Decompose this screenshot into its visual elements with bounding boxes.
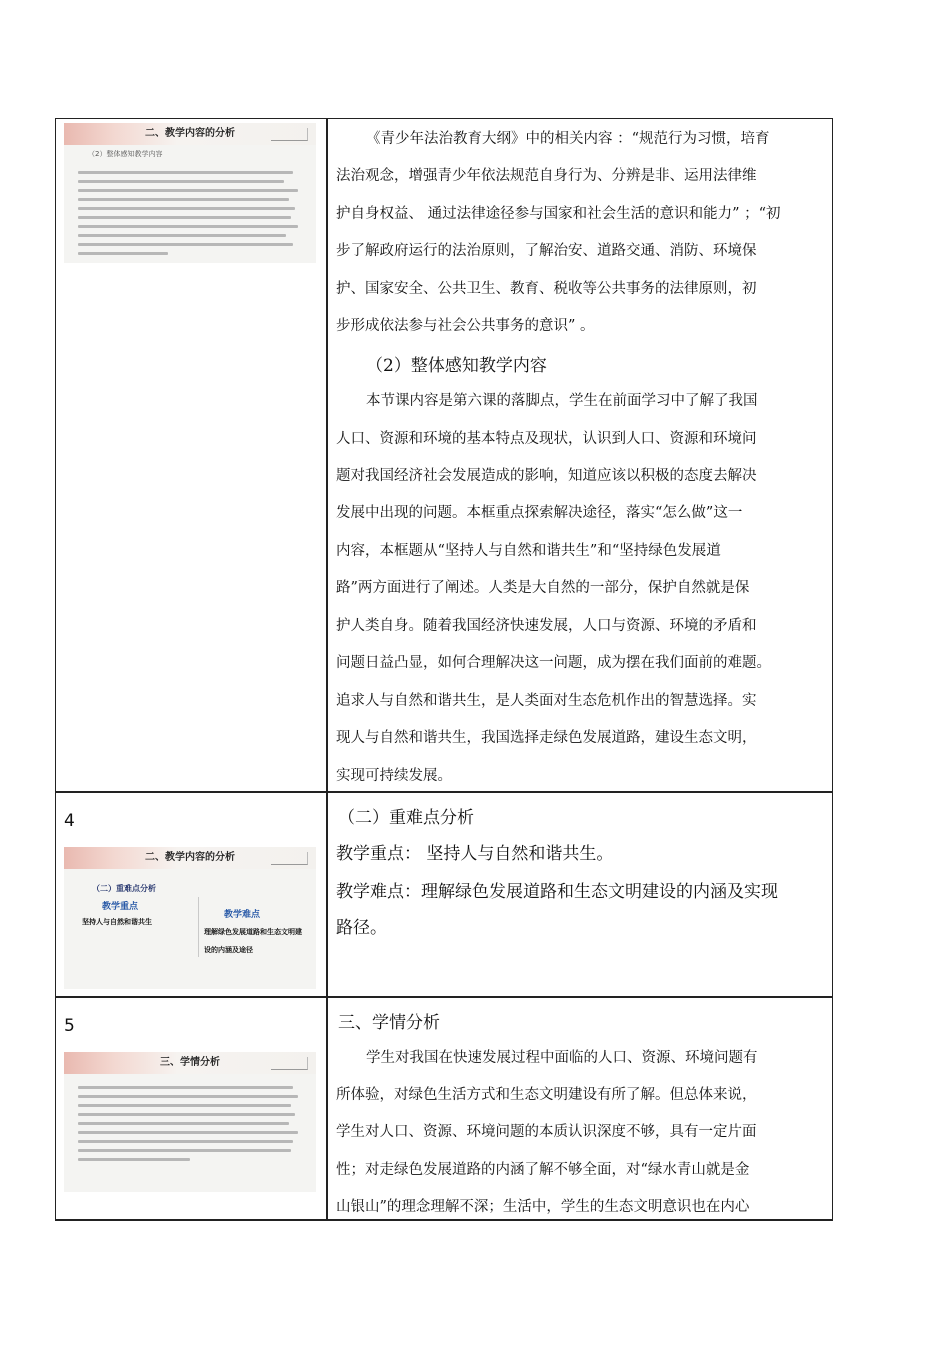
- text-line: 内容，本框题从“坚持人与自然和谐共生”和“坚持绿色发展道: [336, 543, 721, 559]
- text-line: 步了解政府运行的法治原则，了解治安、道路交通、消防、环境保: [336, 243, 757, 259]
- table-row: [55, 791, 833, 997]
- decoration-icon: [271, 128, 308, 141]
- slide-title: 二、教学内容的分析: [145, 852, 235, 863]
- key-point: 教学重点： 坚持人与自然和谐共生。: [336, 844, 614, 864]
- row-number: 5: [64, 1016, 75, 1036]
- text-line: 题对我国经济社会发展造成的影响，知道应该以积极的态度去解决: [336, 468, 757, 484]
- slide-title-bar: [64, 847, 316, 869]
- slide-difficulty-text: 理解绿色发展道路和生态文明建设的内涵及途径: [204, 928, 302, 954]
- text-line: 学生对人口、资源、环境问题的本质认识深度不够，具有一定片面: [336, 1124, 757, 1140]
- table-row: [55, 118, 833, 792]
- text-line: 发展中出现的问题。本框重点探索解决途径，落实“怎么做”这一: [336, 505, 743, 521]
- text-line: 追求人与自然和谐共生，是人类面对生态危机作出的智慧选择。实: [336, 693, 757, 709]
- slide-key-text: 坚持人与自然和谐共生: [82, 918, 152, 926]
- text-line: 步形成依法参与社会公共事务的意识” 。: [336, 318, 595, 334]
- text-line: 性；对走绿色发展道路的内涵了解不够全面，对“绿水青山就是金: [336, 1162, 750, 1178]
- text-line: 本节课内容是第六课的落脚点，学生在前面学习中了解了我国: [366, 393, 758, 409]
- slide-key-title: 教学重点: [102, 902, 139, 912]
- column-divider: [326, 998, 328, 1219]
- slide-thumbnail: [64, 1052, 316, 1192]
- text-line: 所体验，对绿色生活方式和生态文明建设有所了解。但总体来说，: [336, 1087, 757, 1103]
- text-line: 学生对我国在快速发展过程中面临的人口、资源、环境问题有: [366, 1050, 758, 1066]
- slide-thumbnail: [64, 847, 316, 989]
- slide-title: 二、教学内容的分析: [145, 128, 235, 139]
- text-line: 法治观念，增强青少年依法规范自身行为、分辨是非、运用法律维: [336, 168, 757, 184]
- section-heading: 三、学情分析: [338, 1013, 440, 1033]
- slide-divider: [198, 897, 199, 957]
- slide-part-label: （二）重难点分析: [92, 884, 156, 893]
- column-divider: [326, 119, 328, 791]
- row-number: 4: [64, 811, 75, 831]
- difficulty-point-cont: 路径。: [336, 918, 387, 938]
- decoration-icon: [271, 852, 308, 865]
- text-line: 路”两方面进行了阐述。人类是大自然的一部分，保护自然就是保: [336, 580, 750, 596]
- text-line: 问题日益凸显，如何合理解决这一问题，成为摆在我们面前的难题。: [336, 655, 771, 671]
- text-line: 现人与自然和谐共生，我国选择走绿色发展道路，建设生态文明，: [336, 730, 757, 746]
- slide-difficulty-title: 教学难点: [224, 910, 261, 920]
- section-heading: （2）整体感知教学内容: [366, 356, 547, 376]
- text-line: 《青少年法治教育大纲》中的相关内容 ：“规范行为习惯，培育: [366, 131, 770, 147]
- section-heading: （二）重难点分析: [338, 808, 474, 828]
- text-line: 实现可持续发展。: [336, 768, 452, 784]
- table-row: [55, 996, 833, 1221]
- slide-body-text: [64, 159, 316, 263]
- text-line: 护人类自身。随着我国经济快速发展，人口与资源、环境的矛盾和: [336, 618, 757, 634]
- text-line: 山银山”的理念理解不深；生活中，学生的生态文明意识也在内心: [336, 1199, 750, 1215]
- difficulty-point: 教学难点：理解绿色发展道路和生态文明建设的内涵及实现: [336, 882, 778, 902]
- slide-title: 三、学情分析: [160, 1057, 220, 1068]
- text-line: 人口、资源和环境的基本特点及现状，认识到人口、资源和环境问: [336, 431, 757, 447]
- slide-subtitle: （2）整体感知教学内容: [88, 150, 163, 158]
- slide-body-text: [64, 1074, 316, 1173]
- text-line: 护自身权益、 通过法律途径参与国家和社会生活的意识和能力” ；“初: [336, 206, 781, 222]
- column-divider: [326, 793, 328, 996]
- decoration-icon: [271, 1057, 308, 1070]
- slide-title-bar: [64, 123, 316, 145]
- lesson-plan-table: [55, 118, 835, 1221]
- slide-thumbnail: [64, 123, 316, 263]
- text-line: 护、国家安全、公共卫生、教育、税收等公共事务的法律原则，初: [336, 281, 757, 297]
- slide-title-bar: [64, 1052, 316, 1074]
